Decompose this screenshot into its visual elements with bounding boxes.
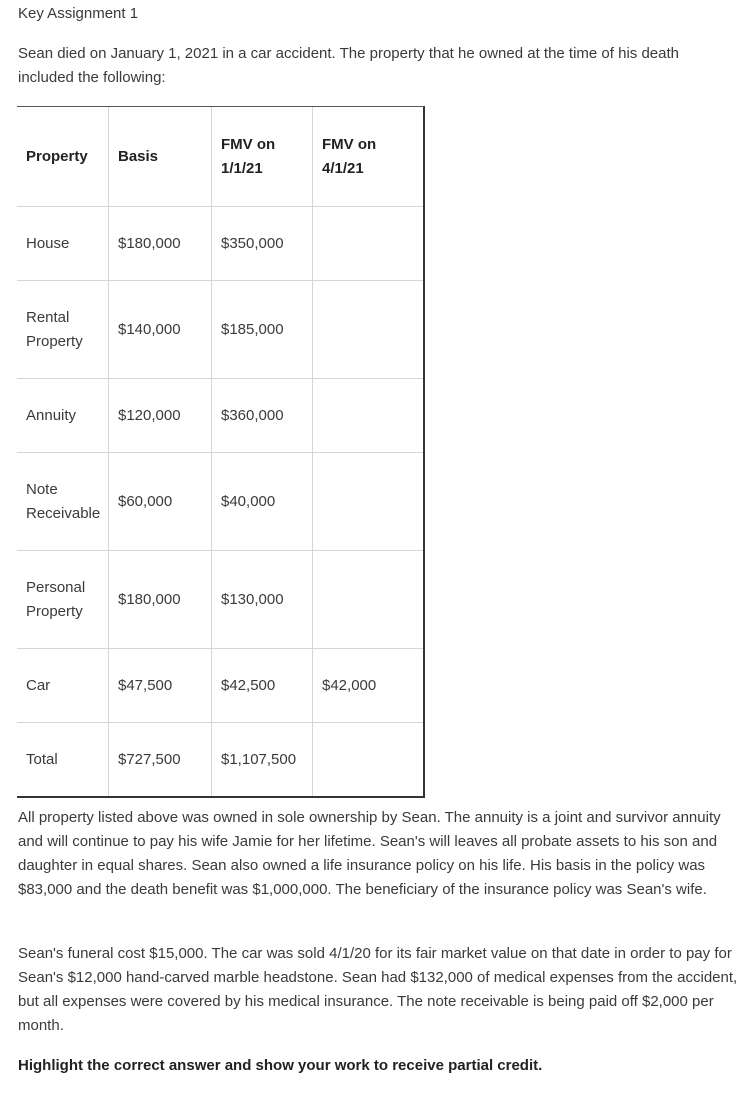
cell-basis: $140,000: [109, 281, 212, 378]
cell-fmv-1-1-21: $130,000: [212, 551, 313, 648]
cell-fmv-1-1-21: $350,000: [212, 207, 313, 280]
cell-fmv-4-1-21: [313, 453, 421, 550]
table-header-row: [17, 107, 423, 207]
property-table: [17, 106, 425, 798]
instruction-text: Highlight the correct answer and show your work to receive partial credit.: [18, 1057, 543, 1074]
expenses-paragraph: Sean's funeral cost $15,000. The car was sold 4/1/20 for its fair market value on that date in order to pay for Sean's $12,000 hand-carved marble headstone. Sean had $132,000 of medical expenses from the accident, but all expenses were covered by his medical insurance. The note receivable is being paid off $2,000 per month.: [18, 945, 738, 1034]
cell-fmv-4-1-21: [313, 281, 421, 378]
cell-fmv-4-1-21: [313, 379, 421, 452]
table-row: [17, 281, 423, 379]
cell-basis: $60,000: [109, 453, 212, 550]
cell-fmv-1-1-21: $40,000: [212, 453, 313, 550]
cell-fmv-4-1-21: $42,000: [322, 676, 377, 694]
cell-fmv-1-1-21: $360,000: [212, 379, 313, 452]
cell-basis: $727,500: [109, 723, 212, 796]
cell-fmv-4-1-21: [313, 551, 421, 648]
cell-property: Personal Property: [17, 551, 109, 648]
table-row: [17, 551, 423, 649]
table-row: [17, 379, 423, 453]
cell-property: Rental Property: [17, 281, 109, 378]
cell-basis: $120,000: [109, 379, 212, 452]
header-basis: Basis: [109, 107, 212, 206]
ownership-paragraph: All property listed above was owned in sole ownership by Sean. The annuity is a joint and survivor annuity and will continue to pay his wife Jamie for her lifetime. Sean's will leaves all probate assets to his son and daughter in equal shares. Sean also owned a life insurance policy on his life. His basis in the policy was $83,000 and the death benefit was $1,000,000. The beneficiary of the insurance policy was Sean's wife.: [18, 809, 721, 898]
intro-paragraph: Sean died on January 1, 2021 in a car accident. The property that he owned at the time of his death included the following:: [18, 45, 679, 86]
cell-property: Car: [17, 649, 109, 722]
header-fmv-4-1-21: FMV on 4/1/21: [322, 135, 377, 177]
cell-property: Note Receivable: [17, 453, 109, 550]
cell-property: Total: [17, 723, 109, 796]
table-row: [17, 723, 423, 796]
cell-fmv-1-1-21: $42,500: [212, 649, 313, 722]
table-row: [17, 649, 423, 723]
cell-fmv-4-1-21: [313, 207, 421, 280]
cell-basis: $47,500: [109, 649, 212, 722]
header-fmv-1-1-21: FMV on 1/1/21: [212, 107, 313, 206]
cell-property: House: [17, 207, 109, 280]
page-title: Key Assignment 1: [18, 5, 139, 22]
cell-fmv-4-1-21: [313, 723, 421, 796]
table-row: [17, 207, 423, 281]
cell-property: Annuity: [17, 379, 109, 452]
cell-basis: $180,000: [109, 551, 212, 648]
cell-fmv-1-1-21: $185,000: [212, 281, 313, 378]
cell-fmv-1-1-21: $1,107,500: [212, 723, 313, 796]
table-row: [17, 453, 423, 551]
cell-basis: $180,000: [109, 207, 212, 280]
header-property: Property: [17, 107, 109, 206]
